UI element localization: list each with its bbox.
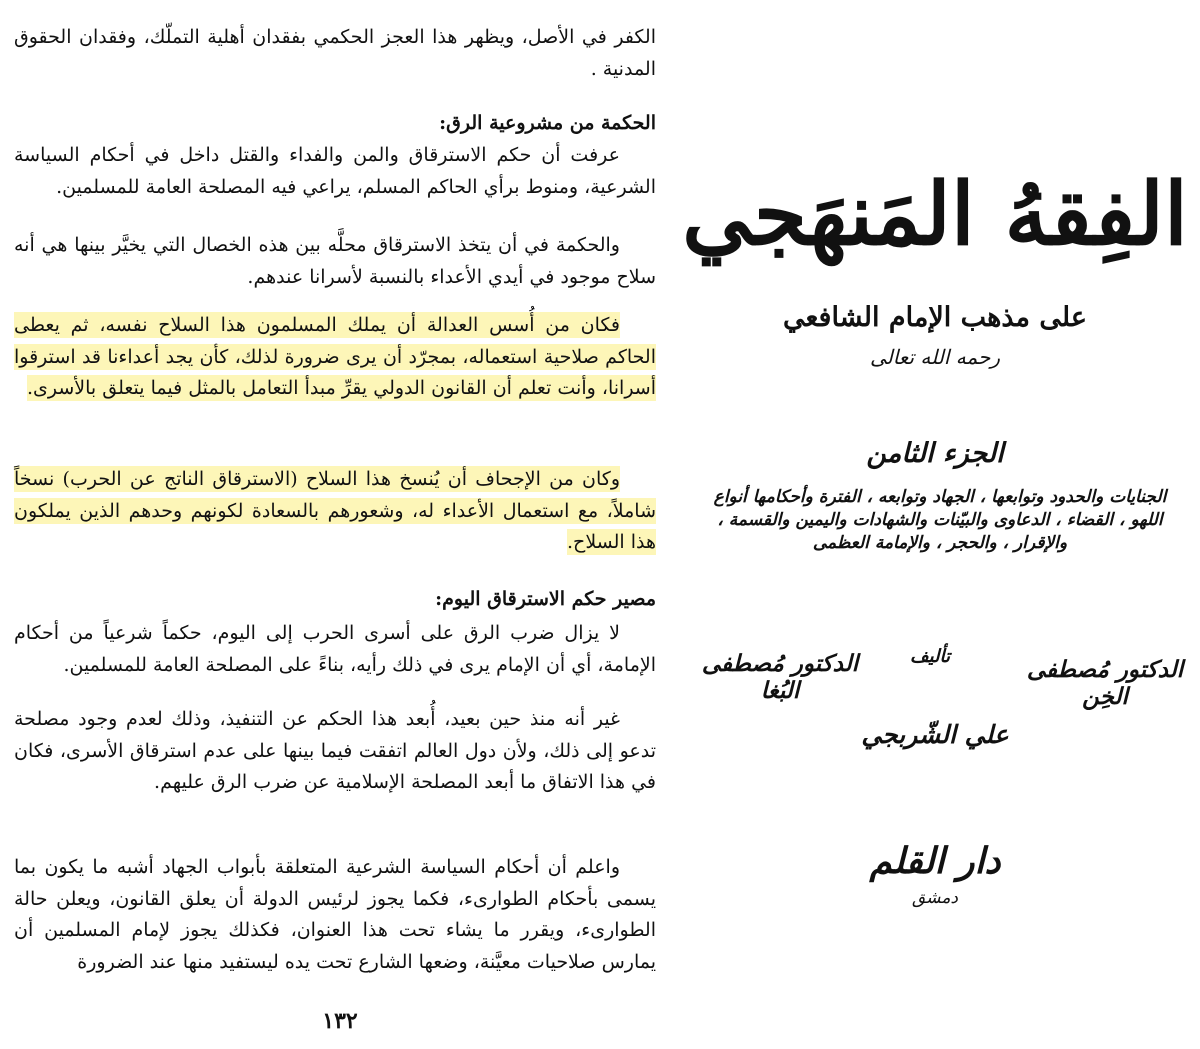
volume-topics: الجنايات والحدود وتوابعها ، الجهاد وتوابعه ، الفترة وأحكامها أنواع اللهو ، القضاء ، الدعاوى والبيّنات والشهادات واليمين والقسمة ، والإقرار ، والحجر ، والإمامة العظمى	[713, 487, 1167, 553]
paragraph-5: لا يزال ضرب الرق على أسرى الحرب إلى اليوم، حكماً شرعياً من أحكام الإمامة، أي أن الإمام يرى في ذلك رأيه، بناءً على المصلحة العامة للمسلمين.	[14, 622, 656, 676]
author-bugha: الدكتور مُصطفى البُغا	[701, 650, 859, 704]
highlight-4: وكان من الإجحاف أن يُنسخ هذا السلاح (الاسترقاق الناتج عن الحرب) نسخاً شاملاً، مع استعمال الأعداء له، وشعورهم بالسعادة لكونهم وحدهم الذين يملكون هذا السلاح.	[14, 468, 656, 553]
paragraph-7: واعلم أن أحكام السياسة الشرعية المتعلقة بأبواب الجهاد أشبه ما يكون بما يسمى بأحكام الطوارىء، فكما يجوز لرئيس الدولة أن يعلق القانون، ويعلن حالة الطوارىء، ويقرر ما يشاء تحت هذا العنوان، فكذلك يجوز لإمام المسلمين أن يمارس صلاحيات معيَّنة، وضعها الشارع تحت يده ليستفيد منها عند الضرورة	[14, 856, 656, 973]
heading-fate: مصير حكم الاسترقاق اليوم:	[435, 588, 656, 610]
paragraph-3-highlighted	[14, 310, 656, 405]
publisher-name: دار القلم	[869, 840, 1001, 882]
publisher-city: دمشق	[911, 888, 959, 908]
paragraph-1: عرفت أن حكم الاسترقاق والمن والفداء والقتل داخل في أحكام السياسة الشرعية، ومنوط برأي الحاكم المسلم، يراعي فيه المصلحة العامة للمسلمين.	[14, 144, 656, 198]
volume-label: الجزء الثامن	[866, 438, 1004, 469]
page-number: ١٣٢	[322, 1008, 358, 1034]
title-page	[670, 0, 1200, 1049]
book-title: الفِقهُ المَنهَجي	[682, 164, 1188, 265]
paragraph-4-highlighted	[14, 464, 656, 559]
book-subtitle: على مذهب الإمام الشافعي	[783, 302, 1087, 333]
author-sharbaji: علي الشّربجي	[861, 720, 1009, 749]
highlight-3: فكان من أُسس العدالة أن يملك المسلمون هذا السلاح نفسه، ثم يعطى الحاكم صلاحية استعماله، بمجرّد أن يرى ضرورة لذلك، كأن يجد أعداءنا قد استرقوا أسرانا، وأنت تعلم أن القانون الدولي يقرِّ مبدأ التعامل بالمثل فيما يتعلق بالأسرى.	[14, 314, 656, 399]
authorship-label: تأليف	[909, 646, 951, 667]
heading-wisdom: الحكمة من مشروعية الرق:	[439, 112, 656, 134]
paragraph-2: والحكمة في أن يتخذ الاسترقاق محلَّه بين هذه الخصال التي يخيَّر بينها هي أنه سلاح موجود في أيدي الأعداء بالنسبة لأسرانا عندهم.	[14, 234, 656, 288]
author-khin: الدكتور مُصطفى الخِن	[1026, 656, 1184, 710]
intro-paragraph: الكفر في الأصل، ويظهر هذا العجز الحكمي بفقدان أهلية التملّك، وفقدان الحقوق المدنية .	[14, 26, 656, 80]
paragraph-6: غير أنه منذ حين بعيد، أُبعد هذا الحكم عن التنفيذ، وذلك لعدم وجود مصلحة تدعو إلى ذلك، ولأن دول العالم اتفقت فيما بينها على عدم استرقاق الأسرى، فكان في هذا الاتفاق ما أبعد المصلحة الإسلامية عن ضرب الرق عليهم.	[14, 708, 656, 793]
book-subtitle-blessing: رحمه الله تعالى	[869, 345, 1001, 369]
